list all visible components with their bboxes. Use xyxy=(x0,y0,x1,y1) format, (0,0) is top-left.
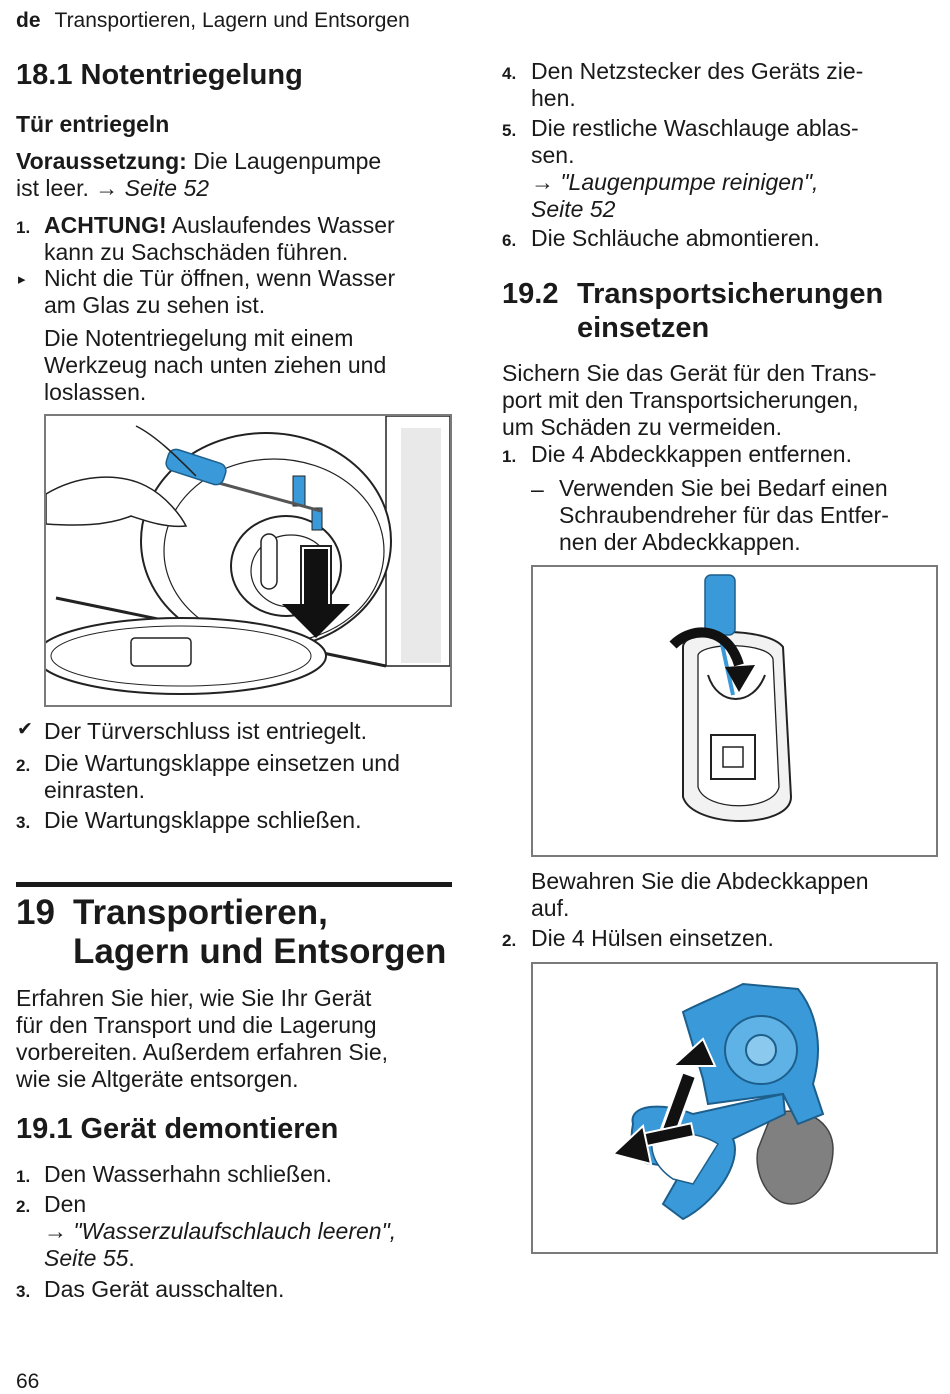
sub-line: nen der Abdeckkappen. xyxy=(559,529,801,555)
step-number: 6. xyxy=(502,231,517,250)
title-line-2: einsetzen xyxy=(577,312,710,344)
step-1: Die 4 Abdeckkappen entfernen. xyxy=(531,441,852,467)
prerequisite xyxy=(16,148,381,202)
chapter-divider xyxy=(16,882,452,887)
section-19-2-title xyxy=(577,277,883,345)
chapter-title-line-2: Lagern und Entsorgen xyxy=(73,932,447,971)
bullet-text: Nicht die Tür öffnen, wenn Wasser xyxy=(44,265,396,291)
period: . xyxy=(128,1245,135,1271)
intro-line: Sichern Sie das Gerät für den Trans- xyxy=(502,360,877,386)
step-number: 5. xyxy=(502,121,517,140)
para-line: loslassen. xyxy=(44,379,147,405)
note-line: Bewahren Sie die Abdeckkappen xyxy=(531,868,869,894)
prereq-label: Voraussetzung: xyxy=(16,148,187,174)
sub-line: Verwenden Sie bei Bedarf einen xyxy=(559,475,888,501)
intro-line: wie sie Altgeräte entsorgen. xyxy=(16,1066,299,1092)
intro-line: vorbereiten. Außerdem erfahren Sie, xyxy=(16,1039,389,1065)
step-text: Auslaufendes Wasser xyxy=(166,212,395,238)
step-2 xyxy=(44,1191,396,1272)
link-hose[interactable]: → "Wasserzulaufschlauch leeren", xyxy=(44,1218,397,1244)
step-text-2: sen. xyxy=(531,142,575,168)
bullet-item xyxy=(44,265,395,319)
result-check-icon: ✔ xyxy=(17,719,33,740)
step-number: 1. xyxy=(502,447,517,466)
sleeve-illustration xyxy=(533,964,936,1252)
intro-line: um Schäden zu vermeiden. xyxy=(502,414,782,440)
step-text-2: kann zu Sachschäden führen. xyxy=(44,239,349,265)
figure-cover-cap xyxy=(531,565,938,857)
chapter-title-line-1: Transportieren, xyxy=(73,893,328,932)
step-6: Die Schläuche abmontieren. xyxy=(531,225,820,251)
warning-label: ACHTUNG! xyxy=(44,212,167,238)
intro-line: Erfahren Sie hier, wie Sie Ihr Gerät xyxy=(16,985,372,1011)
para-line: Die Notentriegelung mit einem xyxy=(44,325,354,351)
door-unlock-illustration xyxy=(46,416,450,705)
step-text: Die Wartungsklappe einsetzen und xyxy=(44,750,400,776)
step-2: Die 4 Hülsen einsetzen. xyxy=(531,925,774,951)
step-1: Den Wasserhahn schließen. xyxy=(44,1161,333,1187)
step-5 xyxy=(531,115,859,223)
step-number: 3. xyxy=(16,1282,31,1301)
step-number: 4. xyxy=(502,64,517,83)
intro-line: für den Transport und die Lagerung xyxy=(16,1012,377,1038)
para-line: Werkzeug nach unten ziehen und xyxy=(44,352,387,378)
title-line-1: Transportsicherungen xyxy=(577,278,884,310)
dash-bullet: – xyxy=(531,476,544,502)
instruction-paragraph xyxy=(44,325,386,406)
step-text: Die restliche Waschlauge ablas- xyxy=(531,115,859,141)
step-text-2: hen. xyxy=(531,85,576,111)
step-3: Die Wartungsklappe schließen. xyxy=(44,807,362,833)
sub-line: Schraubendreher für das Entfer- xyxy=(559,502,889,528)
section-19-1-title: 19.1 Gerät demontieren xyxy=(16,1113,339,1145)
step-4 xyxy=(531,58,863,112)
step-number: 3. xyxy=(16,813,31,832)
link-page[interactable]: Seite 55 xyxy=(44,1245,129,1271)
cover-cap-illustration xyxy=(533,567,936,855)
step-text: Den xyxy=(44,1191,87,1217)
prereq-link[interactable]: Seite 52 xyxy=(124,175,210,201)
intro-line: port mit den Transportsicherungen, xyxy=(502,387,859,413)
figure-sleeve xyxy=(531,962,938,1254)
subsection-title: Tür entriegeln xyxy=(16,111,170,137)
running-header xyxy=(16,8,410,34)
section-19-2-number: 19.2 xyxy=(502,278,559,310)
step-1 xyxy=(44,212,395,266)
step-text-2: einrasten. xyxy=(44,777,146,803)
note-text xyxy=(531,868,869,922)
link-page[interactable]: Seite 52 xyxy=(531,196,616,222)
section-18-1-title: 18.1 Notentriegelung xyxy=(16,59,303,91)
step-3: Das Gerät ausschalten. xyxy=(44,1276,285,1302)
result-text: Der Türverschluss ist entriegelt. xyxy=(44,718,367,744)
chapter-number: 19 xyxy=(16,893,55,932)
language-code: de xyxy=(16,9,41,32)
note-line: auf. xyxy=(531,895,570,921)
step-number: 2. xyxy=(16,756,31,775)
sub-step xyxy=(559,475,889,556)
page-number: 66 xyxy=(16,1370,40,1393)
step-number: 1. xyxy=(16,218,31,237)
step-number: 1. xyxy=(16,1167,31,1186)
link-pump[interactable]: → "Laugenpumpe reinigen", xyxy=(531,169,819,195)
step-number: 2. xyxy=(502,931,517,950)
step-text: Den Netzstecker des Geräts zie- xyxy=(531,58,864,84)
figure-door-unlock xyxy=(44,414,452,707)
bullet-text-2: am Glas zu sehen ist. xyxy=(44,292,266,318)
chapter-title: Transportieren, Lagern und Entsorgen xyxy=(54,9,410,32)
step-2 xyxy=(44,750,400,804)
bullet-triangle-icon: ▸ xyxy=(18,271,26,288)
prereq-text: Die Laugenpumpe xyxy=(186,148,382,174)
chapter-title xyxy=(73,893,446,971)
prereq-text-2: ist leer. → xyxy=(16,175,125,201)
step-number: 2. xyxy=(16,1197,31,1216)
chapter-intro xyxy=(16,985,388,1093)
section-intro xyxy=(502,360,877,441)
